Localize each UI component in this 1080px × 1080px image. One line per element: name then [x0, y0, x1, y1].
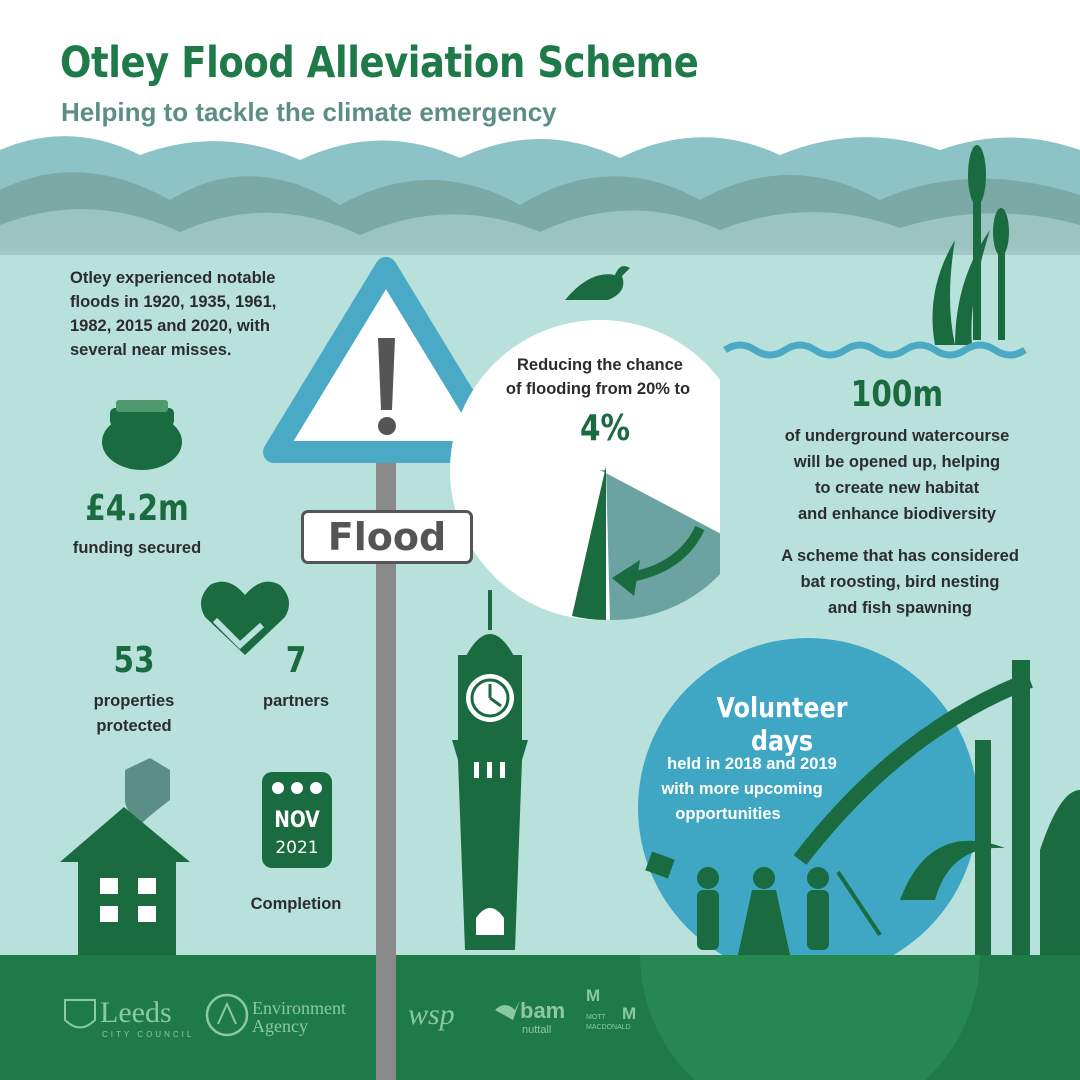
flood-history-text: Otley experienced notable floods in 1920, 1935, 1961, 1982, 2015 and 2020, with several near misses.: [70, 269, 277, 359]
properties-value: 53: [113, 640, 155, 681]
flood-chance-line1: Reducing the chance: [517, 356, 683, 374]
partners-value: 7: [285, 640, 307, 681]
volunteer-line3: opportunities: [675, 805, 781, 823]
partners-label: partners: [262, 692, 330, 710]
completion-year: 2021: [275, 838, 319, 858]
completion-month: NOV: [274, 808, 320, 833]
wsp-logo: wsp: [408, 998, 455, 1031]
leeds-logo-text: Leeds: [100, 996, 172, 1029]
bam-logo-sub: nuttall: [522, 1024, 552, 1036]
funding-value: £4.2m: [85, 488, 189, 529]
volunteer-title: Volunteer days: [716, 691, 848, 757]
scheme-line3: and fish spawning: [828, 599, 972, 617]
page-title: Otley Flood Alleviation Scheme: [60, 38, 699, 88]
money-bag-icon: [102, 400, 182, 470]
flood-chance-line2: of flooding from 20% to: [505, 380, 691, 398]
mott-logo-line1: MOTT: [586, 1014, 606, 1021]
watercourse-line4: and enhance biodiversity: [797, 505, 997, 523]
watercourse-value: 100m: [850, 374, 944, 415]
flood-sign-label: Flood: [301, 510, 473, 564]
bam-logo: bam: [520, 998, 566, 1023]
scheme-line1: A scheme that has considered: [781, 547, 1019, 565]
page-subtitle: Helping to tackle the climate emergency: [61, 97, 557, 127]
properties-label-line2: protected: [96, 717, 172, 735]
ea-logo-line1: Environment: [252, 998, 346, 1018]
watercourse-line2: will be opened up, helping: [793, 453, 1001, 471]
leeds-logo-sub: CITY COUNCIL: [102, 1030, 195, 1039]
funding-label: funding secured: [72, 539, 202, 557]
flood-chance-value: 4%: [579, 408, 631, 449]
ea-logo-line2: Agency: [252, 1016, 308, 1036]
mott-logo-line2: MACDONALD: [586, 1024, 631, 1031]
mott-logo-m2: M: [622, 1004, 637, 1023]
scheme-line2: bat roosting, bird nesting: [800, 573, 1000, 591]
volunteer-line2: with more upcoming: [661, 780, 823, 798]
properties-label-line1: properties: [93, 692, 175, 710]
completion-label: Completion: [250, 895, 342, 913]
watercourse-line3: to create new habitat: [814, 479, 980, 497]
mott-logo-m1: M: [586, 986, 601, 1005]
volunteer-line1: held in 2018 and 2019: [667, 755, 837, 773]
watercourse-line1: of underground watercourse: [784, 427, 1010, 445]
